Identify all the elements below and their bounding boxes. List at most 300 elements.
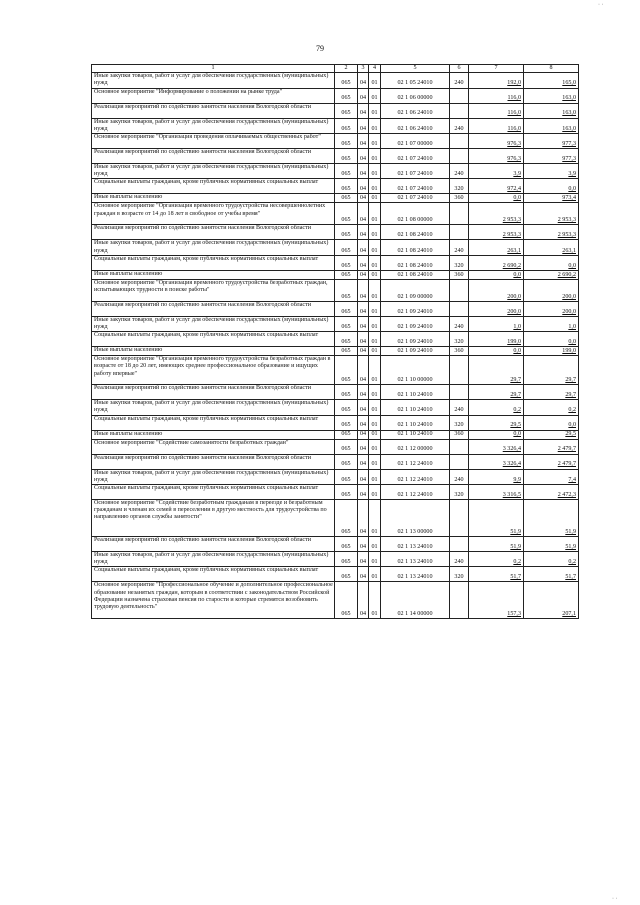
row-amount-2020-cell: 2 472,3 [524,485,579,500]
row-section-cell: 04 [358,179,369,194]
row-name-cell: Основное мероприятие "Организация проведения оплачиваемых общественных работ" [92,134,335,149]
row-name-cell: Реализация мероприятий по содействию занятости населения Вологодской области [92,149,335,164]
row-program-code-cell: 02 1 10 24010 [381,415,450,430]
row-expense-type-cell: 240 [450,400,469,415]
row-program-code-cell: 02 1 12 24010 [381,469,450,484]
row-expense-type-cell [450,537,469,552]
row-section-cell: 04 [358,301,369,316]
row-program-code-cell: 02 1 08 24010 [381,225,450,240]
row-subsection-cell: 01 [369,356,381,385]
row-subsection-cell: 01 [369,225,381,240]
row-subsection-cell: 01 [369,552,381,567]
row-admin-code-cell: 065 [335,270,358,279]
row-amount-2019-cell: 0,2 [469,552,524,567]
row-expense-type-cell: 360 [450,347,469,356]
row-subsection-cell: 01 [369,240,381,255]
row-amount-2019-cell: 0,0 [469,430,524,439]
header-cell: 2 [335,65,358,73]
row-name-cell: Иные выплаты населению [92,270,335,279]
row-admin-code-cell: 065 [335,73,358,88]
row-expense-type-cell: 320 [450,332,469,347]
row-program-code-cell: 02 1 13 24010 [381,567,450,582]
table-row [92,270,579,279]
row-program-code-cell: 02 1 14 00000 [381,582,450,619]
table-row [92,203,579,225]
row-section-cell: 04 [358,582,369,619]
row-program-code-cell: 02 1 06 24010 [381,103,450,118]
row-amount-2020-cell: 973,4 [524,194,579,203]
row-amount-2020-cell: 51,9 [524,500,579,537]
row-section-cell: 04 [358,88,369,103]
row-name-cell: Социальные выплаты гражданам, кроме публичных нормативных социальных выплат [92,179,335,194]
row-subsection-cell: 01 [369,400,381,415]
row-subsection-cell: 01 [369,454,381,469]
row-amount-2020-cell: 2 953,3 [524,203,579,225]
row-amount-2019-cell: 2 953,3 [469,203,524,225]
row-expense-type-cell: 240 [450,118,469,133]
table-row [92,537,579,552]
row-amount-2019-cell: 116,0 [469,103,524,118]
table-row [92,500,579,537]
row-amount-2020-cell: 163,0 [524,118,579,133]
table-row [92,103,579,118]
table-row [92,469,579,484]
table-row [92,415,579,430]
table-row [92,73,579,88]
row-subsection-cell: 01 [369,385,381,400]
row-expense-type-cell: 240 [450,552,469,567]
row-name-cell: Социальные выплаты гражданам, кроме публичных нормативных социальных выплат [92,415,335,430]
row-subsection-cell: 01 [369,347,381,356]
row-program-code-cell: 02 1 07 24010 [381,194,450,203]
row-amount-2020-cell: 3,9 [524,164,579,179]
row-expense-type-cell: 320 [450,485,469,500]
row-name-cell: Иные закупки товаров, работ и услуг для обеспечения государственных (муниципальных) нужд [92,118,335,133]
row-section-cell: 04 [358,203,369,225]
row-program-code-cell: 02 1 09 24010 [381,316,450,331]
table-row [92,118,579,133]
scan-corner-mark: · · [612,896,618,902]
row-admin-code-cell: 065 [335,279,358,301]
row-name-cell: Иные закупки товаров, работ и услуг для обеспечения государственных (муниципальных) нужд [92,316,335,331]
row-expense-type-cell [450,500,469,537]
row-amount-2019-cell: 263,1 [469,240,524,255]
row-expense-type-cell: 320 [450,179,469,194]
row-program-code-cell: 02 1 09 24010 [381,347,450,356]
row-subsection-cell: 01 [369,415,381,430]
page-number: 79 [316,44,324,53]
row-admin-code-cell: 065 [335,385,358,400]
row-program-code-cell: 02 1 09 24010 [381,301,450,316]
row-admin-code-cell: 065 [335,400,358,415]
row-section-cell: 04 [358,279,369,301]
header-cell: 8 [524,65,579,73]
row-section-cell: 04 [358,430,369,439]
row-section-cell: 04 [358,255,369,270]
row-amount-2020-cell: 0,0 [524,255,579,270]
row-admin-code-cell: 065 [335,500,358,537]
scan-corner-mark: · · [598,2,604,8]
header-cell: 7 [469,65,524,73]
row-subsection-cell: 01 [369,134,381,149]
row-amount-2019-cell: 51,9 [469,537,524,552]
header-cell: 4 [369,65,381,73]
table-row [92,430,579,439]
row-name-cell: Основное мероприятие "Организация временного трудоустройства несовершеннолетних граждан в возрасте от 14 до 18 лет в свободное от учебы время" [92,203,335,225]
row-section-cell: 04 [358,385,369,400]
row-amount-2019-cell: 200,0 [469,279,524,301]
row-amount-2019-cell: 200,0 [469,301,524,316]
table-row [92,332,579,347]
table-row [92,400,579,415]
row-expense-type-cell [450,279,469,301]
row-subsection-cell: 01 [369,73,381,88]
row-name-cell: Иные закупки товаров, работ и услуг для обеспечения государственных (муниципальных) нужд [92,469,335,484]
row-name-cell: Основное мероприятие "Организация временного трудоустройства безработных граждан в возрасте от 18 до 20 лет, имеющих среднее профессиональное образование и ищущих работу впервые" [92,356,335,385]
table-row [92,240,579,255]
row-name-cell: Иные закупки товаров, работ и услуг для обеспечения государственных (муниципальных) нужд [92,164,335,179]
row-expense-type-cell: 320 [450,255,469,270]
row-amount-2020-cell: 7,4 [524,469,579,484]
row-section-cell: 04 [358,240,369,255]
row-amount-2019-cell: 1,0 [469,316,524,331]
row-amount-2019-cell: 0,0 [469,270,524,279]
row-subsection-cell: 01 [369,179,381,194]
row-subsection-cell: 01 [369,567,381,582]
row-expense-type-cell: 320 [450,415,469,430]
row-program-code-cell: 02 1 09 24010 [381,332,450,347]
row-program-code-cell: 02 1 07 00000 [381,134,450,149]
row-section-cell: 04 [358,134,369,149]
row-name-cell: Социальные выплаты гражданам, кроме публичных нормативных социальных выплат [92,485,335,500]
row-expense-type-cell: 360 [450,194,469,203]
row-name-cell: Иные закупки товаров, работ и услуг для обеспечения государственных (муниципальных) нужд [92,400,335,415]
row-section-cell: 04 [358,316,369,331]
row-program-code-cell: 02 1 10 00000 [381,356,450,385]
row-program-code-cell: 02 1 12 24010 [381,485,450,500]
row-section-cell: 04 [358,454,369,469]
row-admin-code-cell: 065 [335,347,358,356]
row-section-cell: 04 [358,270,369,279]
row-amount-2020-cell: 0,2 [524,400,579,415]
row-subsection-cell: 01 [369,279,381,301]
row-name-cell: Основное мероприятие "Профессиональное обучение и дополнительное профессиональное образование незанятых граждан, которым в соответствии с законодательством Российской Федерации назначена страховая пенсия по старости и которые стремятся возобновить трудовую деятельность" [92,582,335,619]
row-expense-type-cell: 360 [450,270,469,279]
row-subsection-cell: 01 [369,430,381,439]
row-admin-code-cell: 065 [335,225,358,240]
row-program-code-cell: 02 1 07 24010 [381,179,450,194]
row-expense-type-cell [450,149,469,164]
row-admin-code-cell: 065 [335,454,358,469]
row-name-cell: Реализация мероприятий по содействию занятости населения Вологодской области [92,225,335,240]
table-header-row [92,65,579,73]
table-row [92,316,579,331]
row-name-cell: Социальные выплаты гражданам, кроме публичных нормативных социальных выплат [92,567,335,582]
row-amount-2020-cell: 199,0 [524,347,579,356]
row-expense-type-cell: 240 [450,73,469,88]
row-amount-2020-cell: 2 690,2 [524,270,579,279]
row-amount-2019-cell: 972,4 [469,179,524,194]
row-expense-type-cell [450,225,469,240]
row-admin-code-cell: 065 [335,118,358,133]
row-section-cell: 04 [358,537,369,552]
row-admin-code-cell: 065 [335,439,358,454]
row-amount-2020-cell: 200,0 [524,279,579,301]
row-program-code-cell: 02 1 10 24010 [381,385,450,400]
row-admin-code-cell: 065 [335,301,358,316]
row-subsection-cell: 01 [369,537,381,552]
table-row [92,134,579,149]
row-section-cell: 04 [358,149,369,164]
row-amount-2019-cell: 116,0 [469,88,524,103]
row-subsection-cell: 01 [369,500,381,537]
row-expense-type-cell [450,103,469,118]
table-row [92,385,579,400]
row-program-code-cell: 02 1 12 24010 [381,454,450,469]
row-subsection-cell: 01 [369,316,381,331]
table-row [92,301,579,316]
row-name-cell: Социальные выплаты гражданам, кроме публичных нормативных социальных выплат [92,332,335,347]
row-amount-2020-cell: 2 479,7 [524,439,579,454]
row-amount-2019-cell: 3,9 [469,164,524,179]
row-expense-type-cell [450,301,469,316]
row-admin-code-cell: 065 [335,203,358,225]
row-admin-code-cell: 065 [335,179,358,194]
row-subsection-cell: 01 [369,439,381,454]
row-subsection-cell: 01 [369,164,381,179]
table-row [92,356,579,385]
row-amount-2019-cell: 0,2 [469,400,524,415]
row-subsection-cell: 01 [369,255,381,270]
row-section-cell: 04 [358,439,369,454]
row-amount-2019-cell: 3 316,5 [469,485,524,500]
row-section-cell: 04 [358,347,369,356]
table-row [92,347,579,356]
row-name-cell: Реализация мероприятий по содействию занятости населения Вологодской области [92,385,335,400]
row-program-code-cell: 02 1 06 00000 [381,88,450,103]
row-admin-code-cell: 065 [335,134,358,149]
row-admin-code-cell: 065 [335,88,358,103]
row-expense-type-cell [450,439,469,454]
row-amount-2020-cell: 163,0 [524,103,579,118]
row-program-code-cell: 02 1 05 24010 [381,73,450,88]
row-section-cell: 04 [358,485,369,500]
row-amount-2019-cell: 2 953,3 [469,225,524,240]
row-subsection-cell: 01 [369,301,381,316]
row-subsection-cell: 01 [369,485,381,500]
row-program-code-cell: 02 1 07 24010 [381,149,450,164]
row-admin-code-cell: 065 [335,240,358,255]
row-name-cell: Реализация мероприятий по содействию занятости населения Вологодской области [92,537,335,552]
row-name-cell: Реализация мероприятий по содействию занятости населения Вологодской области [92,103,335,118]
header-cell: 1 [92,65,335,73]
row-name-cell: Основное мероприятие "Содействие безработным гражданам в переезде и безработным гражданам и членам их семей в переселении в другую местность для трудоустройства по направлению органов службы занятости" [92,500,335,537]
row-name-cell: Иные выплаты населению [92,430,335,439]
row-name-cell: Реализация мероприятий по содействию занятости населения Вологодской области [92,301,335,316]
row-expense-type-cell: 240 [450,469,469,484]
row-name-cell: Основное мероприятие "Организация временного трудоустройства безработных граждан, испытывающих трудности в поиске работы" [92,279,335,301]
row-program-code-cell: 02 1 09 00000 [381,279,450,301]
row-amount-2020-cell: 207,1 [524,582,579,619]
row-amount-2019-cell: 29,7 [469,385,524,400]
table-row [92,149,579,164]
row-section-cell: 04 [358,194,369,203]
row-amount-2019-cell: 51,9 [469,500,524,537]
row-name-cell: Основное мероприятие "Информирование о положении на рынке труда" [92,88,335,103]
row-section-cell: 04 [358,73,369,88]
row-program-code-cell: 02 1 13 00000 [381,500,450,537]
row-name-cell: Иные выплаты населению [92,347,335,356]
row-admin-code-cell: 065 [335,316,358,331]
row-amount-2020-cell: 0,0 [524,179,579,194]
table-body [92,73,579,619]
table-row [92,164,579,179]
table-row [92,255,579,270]
row-expense-type-cell [450,356,469,385]
row-amount-2020-cell: 0,0 [524,332,579,347]
row-amount-2020-cell: 977,3 [524,134,579,149]
row-amount-2020-cell: 0,2 [524,552,579,567]
row-program-code-cell: 02 1 10 24010 [381,430,450,439]
row-expense-type-cell [450,454,469,469]
row-amount-2020-cell: 0,0 [524,415,579,430]
row-section-cell: 04 [358,400,369,415]
table-row [92,88,579,103]
row-name-cell: Иные выплаты населению [92,194,335,203]
header-cell: 5 [381,65,450,73]
row-amount-2020-cell: 29,5 [524,430,579,439]
row-section-cell: 04 [358,164,369,179]
row-expense-type-cell [450,134,469,149]
row-expense-type-cell [450,582,469,619]
row-amount-2020-cell: 263,1 [524,240,579,255]
row-program-code-cell: 02 1 08 24010 [381,240,450,255]
table-row [92,567,579,582]
row-section-cell: 04 [358,552,369,567]
row-amount-2019-cell: 0,0 [469,194,524,203]
row-subsection-cell: 01 [369,88,381,103]
row-amount-2020-cell: 2 953,3 [524,225,579,240]
row-section-cell: 04 [358,356,369,385]
row-program-code-cell: 02 1 08 00000 [381,203,450,225]
row-subsection-cell: 01 [369,103,381,118]
row-expense-type-cell: 320 [450,567,469,582]
row-program-code-cell: 02 1 13 24010 [381,552,450,567]
row-name-cell: Основное мероприятие "Содействие самозанятости безработных граждан" [92,439,335,454]
row-admin-code-cell: 065 [335,537,358,552]
row-name-cell: Иные закупки товаров, работ и услуг для обеспечения государственных (муниципальных) нужд [92,552,335,567]
row-amount-2020-cell: 165,0 [524,73,579,88]
row-subsection-cell: 01 [369,203,381,225]
row-admin-code-cell: 065 [335,415,358,430]
row-expense-type-cell: 240 [450,240,469,255]
row-subsection-cell: 01 [369,270,381,279]
row-amount-2019-cell: 976,3 [469,149,524,164]
row-program-code-cell: 02 1 10 24010 [381,400,450,415]
header-cell: 3 [358,65,369,73]
table-row [92,582,579,619]
row-expense-type-cell [450,88,469,103]
row-section-cell: 04 [358,225,369,240]
row-section-cell: 04 [358,118,369,133]
row-admin-code-cell: 065 [335,164,358,179]
row-admin-code-cell: 065 [335,149,358,164]
row-expense-type-cell [450,203,469,225]
row-subsection-cell: 01 [369,149,381,164]
row-admin-code-cell: 065 [335,582,358,619]
row-admin-code-cell: 065 [335,332,358,347]
row-expense-type-cell [450,385,469,400]
row-amount-2019-cell: 3 326,4 [469,454,524,469]
row-section-cell: 04 [358,500,369,537]
row-amount-2019-cell: 2 690,2 [469,255,524,270]
row-amount-2020-cell: 977,3 [524,149,579,164]
row-amount-2020-cell: 51,9 [524,537,579,552]
table-row [92,194,579,203]
row-amount-2019-cell: 192,0 [469,73,524,88]
table-row [92,454,579,469]
row-amount-2020-cell: 200,0 [524,301,579,316]
row-admin-code-cell: 065 [335,103,358,118]
table-row [92,179,579,194]
row-admin-code-cell: 065 [335,567,358,582]
row-amount-2019-cell: 0,0 [469,347,524,356]
row-program-code-cell: 02 1 08 24010 [381,270,450,279]
row-admin-code-cell: 065 [335,552,358,567]
budget-table [91,64,579,619]
row-subsection-cell: 01 [369,118,381,133]
row-section-cell: 04 [358,469,369,484]
row-amount-2019-cell: 29,7 [469,356,524,385]
row-admin-code-cell: 065 [335,485,358,500]
table-row [92,552,579,567]
row-amount-2020-cell: 29,7 [524,385,579,400]
row-amount-2019-cell: 199,0 [469,332,524,347]
row-subsection-cell: 01 [369,332,381,347]
header-cell: 6 [450,65,469,73]
row-program-code-cell: 02 1 07 24010 [381,164,450,179]
row-section-cell: 04 [358,103,369,118]
row-admin-code-cell: 065 [335,469,358,484]
row-name-cell: Социальные выплаты гражданам, кроме публичных нормативных социальных выплат [92,255,335,270]
row-section-cell: 04 [358,332,369,347]
row-name-cell: Иные закупки товаров, работ и услуг для обеспечения государственных (муниципальных) нужд [92,240,335,255]
row-expense-type-cell: 240 [450,164,469,179]
row-program-code-cell: 02 1 08 24010 [381,255,450,270]
row-admin-code-cell: 065 [335,255,358,270]
row-admin-code-cell: 065 [335,430,358,439]
row-amount-2020-cell: 29,7 [524,356,579,385]
row-amount-2019-cell: 976,3 [469,134,524,149]
row-amount-2019-cell: 116,0 [469,118,524,133]
row-admin-code-cell: 065 [335,356,358,385]
row-subsection-cell: 01 [369,469,381,484]
row-amount-2020-cell: 1,0 [524,316,579,331]
row-subsection-cell: 01 [369,194,381,203]
row-program-code-cell: 02 1 06 24010 [381,118,450,133]
row-amount-2019-cell: 9,9 [469,469,524,484]
row-name-cell: Иные закупки товаров, работ и услуг для обеспечения государственных (муниципальных) нужд [92,73,335,88]
row-expense-type-cell: 360 [450,430,469,439]
row-section-cell: 04 [358,567,369,582]
row-amount-2019-cell: 51,7 [469,567,524,582]
row-expense-type-cell: 240 [450,316,469,331]
table-row [92,485,579,500]
row-program-code-cell: 02 1 13 24010 [381,537,450,552]
row-amount-2019-cell: 3 326,4 [469,439,524,454]
row-amount-2019-cell: 157,3 [469,582,524,619]
table-row [92,225,579,240]
